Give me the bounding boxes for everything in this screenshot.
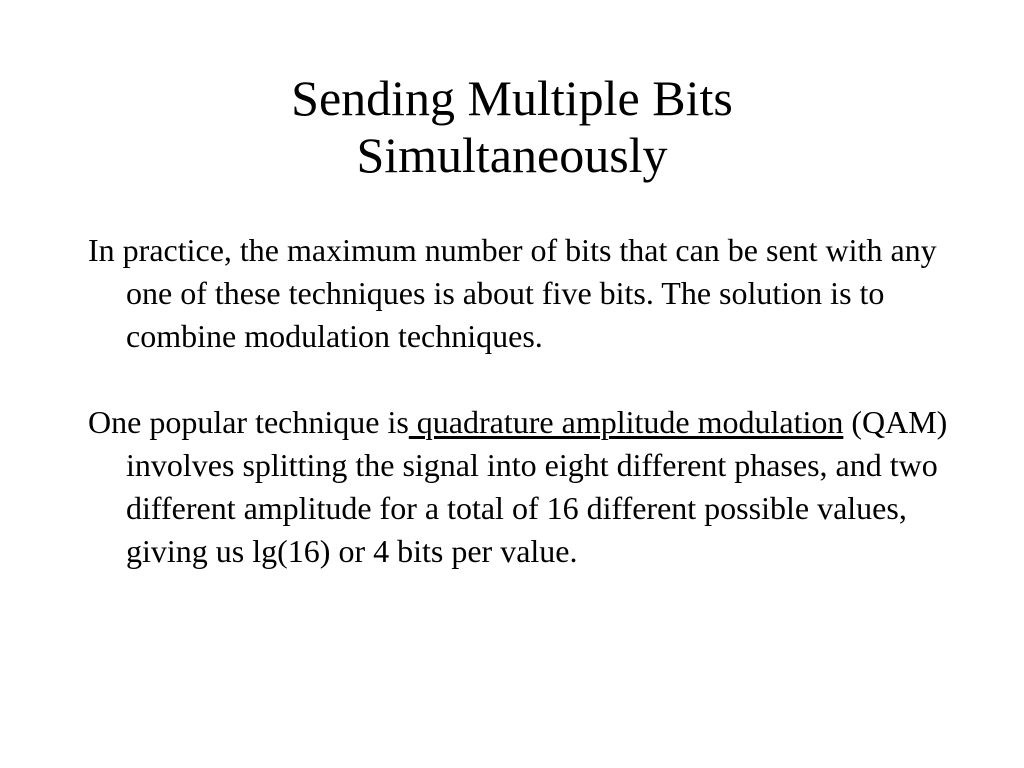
paragraph-qam-lead: One popular technique is — [88, 404, 409, 440]
qam-term-underlined: quadrature amplitude modulation — [408, 404, 844, 440]
paragraph-qam-rest: (QAM) involves splitting the signal into eight different phases, and two different amplitude for a total of 16 different possible values, giving us lg(16) or 4 bits per value. — [126, 404, 948, 569]
slide-title-line-2: Simultaneously — [356, 127, 668, 183]
slide-title-line-1: Sending Multiple Bits — [291, 70, 733, 126]
paragraph-practice — [88, 229, 958, 358]
paragraph-qam — [88, 401, 958, 573]
slide-title — [0, 70, 1024, 184]
slide-body — [88, 229, 958, 573]
paragraph-practice-text: In practice, the maximum number of bits that can be sent with any one of these techniques is about five bits. The solution is to combine modulation techniques. — [88, 232, 937, 354]
